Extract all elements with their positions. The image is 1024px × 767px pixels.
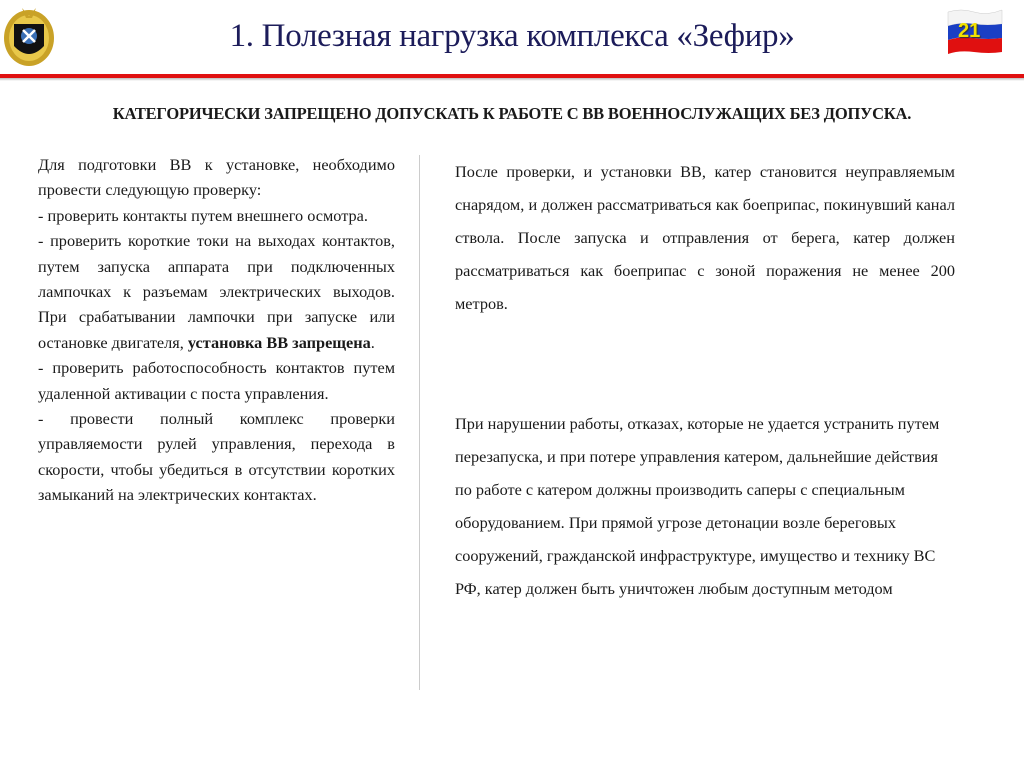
slide-number: 21: [958, 20, 981, 42]
left-paragraph-3-text: - проверить короткие токи на выходах контактов, путем запуска аппарата при подключенных лампочках к разъемам электрических выходов. При срабатывании лампочки при запуске или остановке двигателя,: [38, 231, 395, 352]
column-divider: [419, 155, 420, 690]
left-paragraph-3: [38, 228, 395, 355]
header-divider-shadow: [0, 78, 1024, 81]
left-paragraph-5: - провести полный комплекс проверки управляемости рулей управления, перехода в скорости, чтобы убедиться в отсутствии коротких замыканий на электрических контактах.: [38, 409, 395, 505]
right-paragraph-2: При нарушении работы, отказах, которые не удается устранить путем перезапуска, и при потере управления катером, дальнейшие действия по работе с катером должны производить саперы с специальным оборудованием. При прямой угрозе детонации возле береговых сооружений, гражданской инфраструктуре, имущество и технику ВС РФ, катер должен быть уничтожен любым доступным методом: [455, 414, 940, 598]
right-column-paragraph-2: [455, 407, 955, 605]
page-title: 1. Полезная нагрузка комплекса «Зефир»: [229, 18, 795, 54]
left-paragraph-4: - проверить работоспособность контактов путем удаленной активации с поста управления.: [38, 358, 395, 403]
left-paragraph-3-end: .: [370, 332, 375, 352]
right-paragraph-1: После проверки, и установки ВВ, катер становится неуправляемым снарядом, и должен рассматриваться как боеприпас, покинувший канал ствола. После запуска и отправления от берега, катер должен рассматриваться как боеприпас с зоной поражения не менее 200 метров.: [455, 162, 955, 313]
left-paragraph-3-bold: установка ВВ запрещена: [187, 332, 371, 352]
left-paragraph-2: - проверить контакты путем внешнего осмотра.: [38, 205, 368, 225]
warning-heading: КАТЕГОРИЧЕСКИ ЗАПРЕЩЕНО ДОПУСКАТЬ К РАБОТЕ С ВВ ВОЕННОСЛУЖАЩИХ БЕЗ ДОПУСКА.: [112, 104, 912, 123]
left-column: [38, 152, 395, 508]
right-column-paragraph-1: [455, 155, 955, 320]
left-paragraph-1: Для подготовки ВВ к установке, необходимо провести следующую проверку:: [38, 155, 395, 200]
